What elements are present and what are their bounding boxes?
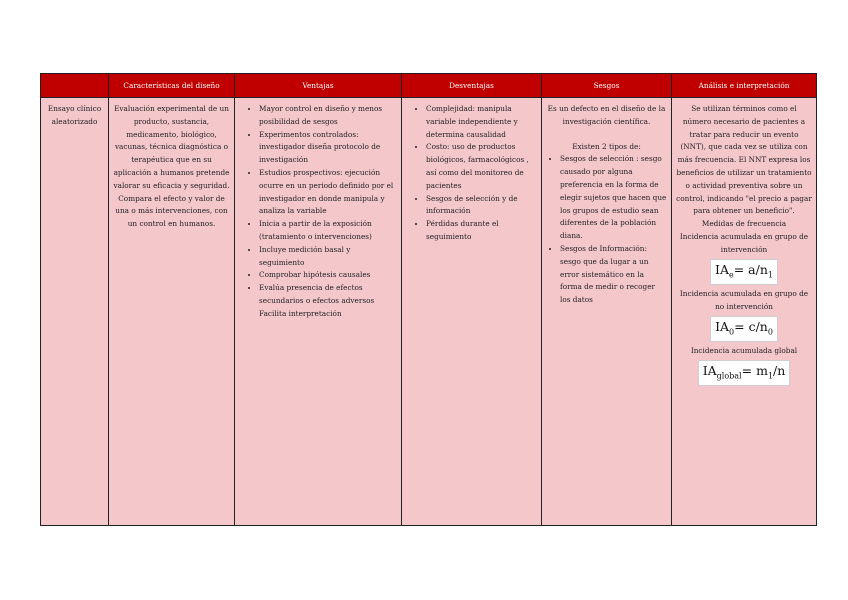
list-item: • Complejidad: manipula variable independiente y determina causalidad: [426, 103, 537, 141]
caracteristicas-cell: [109, 98, 235, 526]
ia-g-formula: $IA_{global}= m_1/n$: [698, 360, 791, 387]
row-label: Ensayo clínico aleatorizado: [47, 104, 102, 126]
sesgos-list: [546, 153, 667, 307]
ia-g-label: Incidencia acumulada global: [690, 346, 798, 356]
list-item: • Incluye medición basal y seguimiento: [259, 244, 397, 270]
header-analisis: Análisis e interpretación: [672, 74, 817, 98]
row-label-cell: [41, 98, 109, 526]
ventajas-list: [239, 103, 397, 308]
table-row: [41, 98, 817, 526]
list-item: • Estudios prospectivos: ejecución ocurre en un periodo definido por el investigador en donde manipula y analiza la variable: [259, 167, 397, 218]
caracteristicas-text: Evaluación experimental de un producto, sustancia, medicamento, biológico, vacunas, técnica diagnóstica o terapéutica que en su aplicación a humanos pretende valorar su eficacia y seguridad. Compara el efecto y valor de una o más intervenciones, con un control en humanos.: [113, 104, 230, 229]
list-item: • Comprobar hipótesis causales: [259, 269, 397, 282]
list-item: • Costo: uso de productos biológicos, farmacológicos , así como del monitoreo de pacientes: [426, 141, 537, 192]
header-ventajas: Ventajas: [235, 74, 402, 98]
list-item: • Experimentos controlados: investigador diseña protocolo de investigación: [259, 129, 397, 167]
sesgos-cell: [542, 98, 672, 526]
header-row: [41, 74, 817, 98]
list-item: • Pérdidas durante el seguimiento: [426, 218, 537, 244]
header-caracteristicas: Características del diseño: [109, 74, 235, 98]
list-item: • Sesgos de selección y de información: [426, 193, 537, 219]
analisis-cell: [672, 98, 817, 526]
ia-0-label: Incidencia acumulada en grupo de no intervención: [679, 289, 809, 311]
header-sesgos: Sesgos: [542, 74, 672, 98]
ventajas-extra: Facilita interpretación: [259, 308, 342, 318]
header-empty: [41, 74, 109, 98]
header-desventajas: Desventajas: [402, 74, 542, 98]
ia-e-formula: $IA_e= a/n_1$: [710, 259, 778, 286]
list-item: • Mayor control en diseño y menos posibilidad de sesgos: [259, 103, 397, 129]
ventajas-cell: [235, 98, 402, 526]
ia-e-label: Incidencia acumulada en grupo de intervención: [679, 231, 809, 254]
list-item: • Sesgos de Información: sesgo que da lugar a un error sistemático en la forma de medir o recoger los datos: [560, 243, 667, 307]
sesgos-intro: Es un defecto en el diseño de la investigación científica.: [547, 104, 666, 126]
ia-0-formula: $IA_0= c/n_0$: [710, 316, 778, 343]
list-item: • Evalúa presencia de efectos secundarios o efectos adversos: [259, 282, 397, 308]
sesgos-tipos: Existen 2 tipos de:: [572, 141, 641, 151]
analisis-nnt: Se utilizan términos como el número necesario de pacientes a tratar para reducir un evento (NNT), que cada vez se utiliza con más frecuencia. El NNT expresa los beneficios de utilizar un tratamiento o actividad preventiva sobre un control, indicando "el precio a pagar para obtener un beneficio".: [676, 104, 812, 216]
comparison-table: [40, 73, 817, 526]
list-item: • Sesgos de selección : sesgo causado por alguna preferencia en la forma de elegir sujetos que hacen que los grupos de estudio sean diferentes de la población diana.: [560, 153, 667, 243]
list-item: • Inicia a partir de la exposición (tratamiento o intervenciones): [259, 218, 397, 244]
analisis-medidas: Medidas de frecuencia: [701, 219, 787, 229]
desventajas-cell: [402, 98, 542, 526]
desventajas-list: [406, 103, 537, 244]
